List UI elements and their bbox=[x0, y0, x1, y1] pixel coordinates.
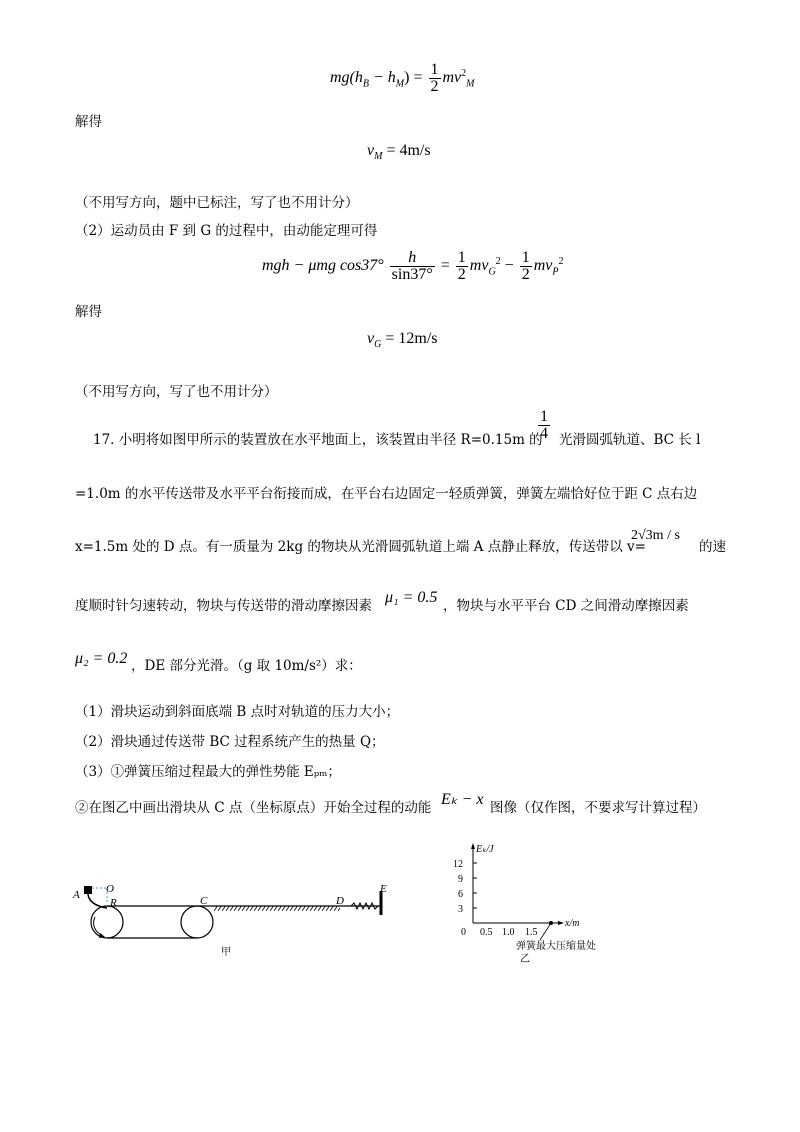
p17-mu2: μ₂ = 0.2 bbox=[75, 650, 128, 667]
solve-label-2: 解得 bbox=[75, 304, 102, 320]
p17-mu1: μ₁ = 0.5 bbox=[385, 589, 438, 606]
p17-question-3: （3）①弹簧压缩过程最大的弹性势能 Eₚₘ； bbox=[75, 764, 341, 780]
x-axis-label: x/m bbox=[565, 918, 580, 929]
label-e: E bbox=[380, 883, 387, 895]
label-d: D bbox=[336, 895, 344, 907]
y-tick-3: 3 bbox=[458, 904, 463, 915]
solve-label-1: 解得 bbox=[75, 114, 102, 130]
q2-intro: （2）运动员由 F 到 G 的过程中，由动能定理可得 bbox=[75, 223, 378, 239]
p17-line3a: x=1.5m 处的 D 点。有一质量为 2kg 的物块从光滑圆弧轨道上端 A 点静止释放，传送带以 v= bbox=[75, 539, 646, 555]
label-r: R bbox=[110, 897, 117, 909]
equation-work-energy: mgh − μmg cos37° $\frac{h}{\sin 37^\circ}$ = $\frac{1}{2}$ $mv_G^2$ − $\frac{1}{2}$ $mv_P^2$ bbox=[262, 249, 564, 283]
block-a bbox=[84, 886, 92, 894]
x-tick-0: 0 bbox=[461, 927, 466, 938]
y-axis-label: Eₖ/J bbox=[476, 844, 494, 855]
note-2: （不用写方向，写了也不用计分） bbox=[75, 384, 278, 400]
roller-right bbox=[181, 906, 213, 938]
p17-line2: =1.0m 的水平传送带及水平平台衔接而成，在平台右边固定一轻质弹簧，弹簧左端恰好位于距 C 点右边 bbox=[75, 486, 698, 502]
equation-vm: $v_M = 4m/s$ bbox=[367, 142, 431, 163]
p17-line1b: 光滑圆弧轨道、BC 长 l bbox=[559, 432, 701, 448]
max-compression-annotation: 弹簧最大压缩量处 bbox=[516, 941, 596, 952]
p17-line1a: 17. 小明将如图甲所示的装置放在水平地面上，该装置由半径 R=0.15m 的 bbox=[93, 432, 543, 448]
figure-yi bbox=[440, 840, 670, 970]
note-1: （不用写方向，题中已标注，写了也不用计分） bbox=[75, 195, 359, 211]
p17-quarter-fraction: $\frac{1}{4}$ bbox=[540, 408, 548, 442]
p17-question-2: （2）滑块通过传送带 BC 过程系统产生的热量 Q； bbox=[75, 734, 385, 750]
y-tick-9: 9 bbox=[458, 874, 463, 885]
y-tick-12: 12 bbox=[453, 859, 463, 870]
p17-line3b: 的速 bbox=[699, 539, 726, 555]
figure-jia bbox=[70, 875, 400, 965]
p17-question-4b: 图像（仅作图，不要求写计算过程） bbox=[490, 800, 706, 816]
label-a: A bbox=[73, 889, 80, 901]
p17-line4a: 度顺时针匀速转动，物块与传送带的滑动摩擦因素 bbox=[75, 598, 372, 614]
p17-line4b: ，物块与水平平台 CD 之间滑动摩擦因素 bbox=[443, 598, 689, 614]
x-tick-0.5: 0.5 bbox=[480, 927, 493, 938]
y-tick-6: 6 bbox=[458, 889, 463, 900]
equation-energy-m: $mg(h_B - h_M)$ = $\frac{1}{2}$ $mv^2_M$ bbox=[330, 61, 475, 95]
x-tick-1.5: 1.5 bbox=[525, 927, 538, 938]
equation-vg: $v_G = 12m/s$ bbox=[367, 330, 438, 351]
x-tick-1.0: 1.0 bbox=[502, 927, 515, 938]
caption-jia: 甲 bbox=[221, 947, 231, 958]
spring bbox=[351, 903, 378, 909]
p17-question-4a: ②在图乙中画出滑块从 C 点（坐标原点）开始全过程的动能 bbox=[75, 800, 432, 816]
p17-ek-x: Eₖ − x bbox=[441, 791, 484, 808]
caption-yi: 乙 bbox=[520, 954, 530, 965]
label-c: C bbox=[200, 895, 208, 907]
p17-question-1: （1）滑块运动到斜面底端 B 点时对轨道的压力大小； bbox=[75, 704, 400, 720]
p17-line5: ，DE 部分光滑。（g 取 10m/s²）求： bbox=[131, 658, 362, 674]
label-o: O bbox=[106, 883, 114, 895]
p17-speed: 2√3m / s bbox=[631, 528, 680, 543]
roller-left bbox=[91, 906, 123, 938]
